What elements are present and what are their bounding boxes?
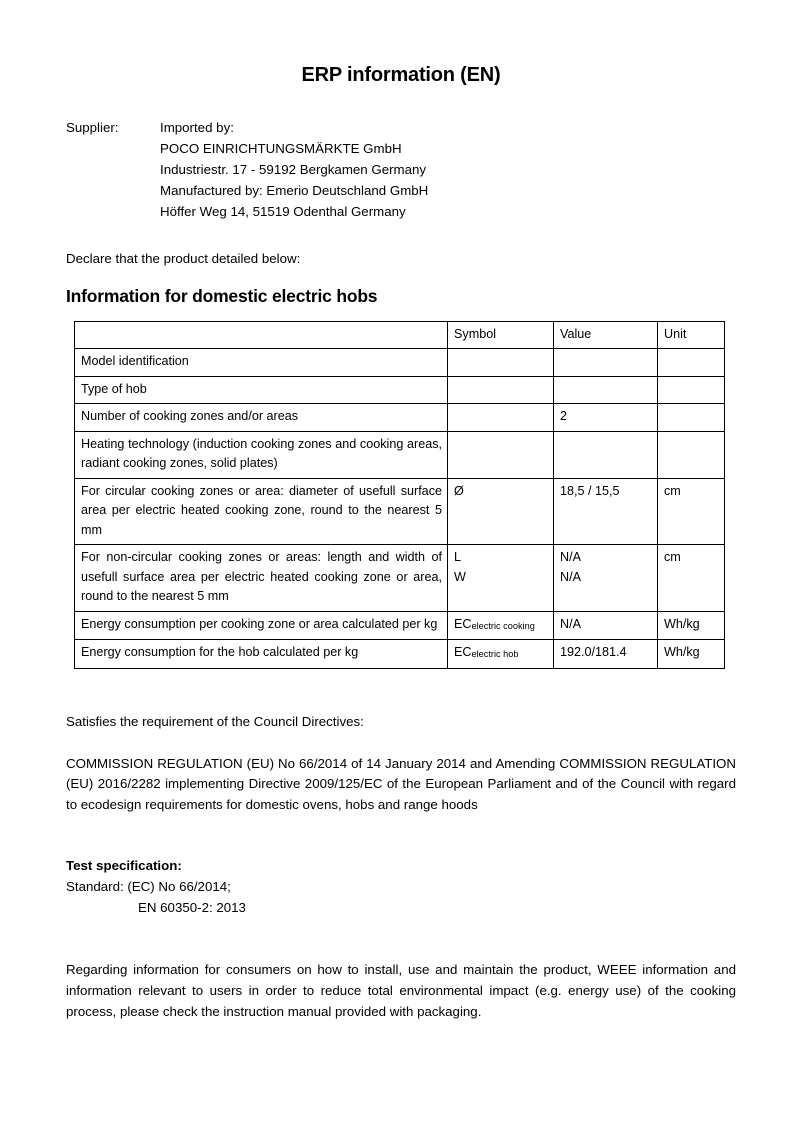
table-header-unit: Unit <box>658 321 725 349</box>
row-unit <box>658 376 725 404</box>
row-description: Type of hob <box>75 376 448 404</box>
erp-information-table <box>74 321 725 669</box>
symbol-ec-electric-cooking <box>454 617 535 631</box>
row-symbol <box>448 376 554 404</box>
row-symbol-width: W <box>454 569 466 584</box>
page-title: ERP information (EN) <box>301 64 501 86</box>
table-row <box>75 478 725 545</box>
row-value: 18,5 / 15,5 <box>554 478 658 545</box>
symbol-subscript: electric hob <box>471 649 519 660</box>
supplier-line: Imported by: <box>160 120 234 135</box>
row-value-length: N/A <box>560 550 581 565</box>
row-description: Number of cooking zones and/or areas <box>75 404 448 432</box>
standard-line: Standard: (EC) No 66/2014; <box>66 878 231 894</box>
row-value: N/A <box>554 611 658 640</box>
row-symbol <box>448 611 554 640</box>
supplier-block <box>66 117 736 222</box>
test-specification-block <box>66 856 736 918</box>
table-header-description <box>75 321 448 349</box>
commission-regulation-paragraph: COMMISSION REGULATION (EU) No 66/2014 of 14 January 2014 and Amending COMMISSION REGULATION (EU) 2016/2282 implementing Directive 2009/125/EC of the European Parliament and of the Council with regard to ecodesign requirements for domestic ovens, hobs and range hoods <box>66 755 736 813</box>
row-unit: cm <box>658 545 725 612</box>
row-description: Energy consumption for the hob calculated per kg <box>75 640 448 669</box>
row-value-width: N/A <box>560 569 581 584</box>
table-header-row <box>75 321 725 349</box>
row-symbol <box>448 349 554 377</box>
supplier-label: Supplier: <box>66 120 119 135</box>
table-row <box>75 431 725 478</box>
row-unit: Wh/kg <box>658 611 725 640</box>
declare-line: Declare that the product detailed below: <box>66 251 301 266</box>
row-description: Heating technology (induction cooking zones and cooking areas, radiant cooking zones, solid plates) <box>75 431 448 478</box>
row-unit: cm <box>658 478 725 545</box>
row-symbol <box>448 640 554 669</box>
regarding-information-paragraph: Regarding information for consumers on how to install, use and maintain the product, WEEE information and information relevant to users in order to reduce total environmental impact (e.g. energy use) of the cooking process, please check the instruction manual provided with packaging. <box>66 962 736 1020</box>
table-row <box>75 545 725 612</box>
symbol-base: EC <box>454 645 472 660</box>
supplier-line: POCO EINRICHTUNGSMÄRKTE GmbH <box>160 141 402 156</box>
table-row <box>75 640 725 669</box>
row-symbol-diameter: Ø <box>448 478 554 545</box>
row-value: 2 <box>554 404 658 432</box>
row-value <box>554 545 658 612</box>
standard-line-2-text: EN 60350-2: 2013 <box>138 899 246 915</box>
row-value <box>554 431 658 478</box>
row-symbol <box>448 431 554 478</box>
row-symbol-length: L <box>454 550 462 565</box>
table-row <box>75 376 725 404</box>
symbol-subscript: electric cooking <box>471 620 535 631</box>
table-row <box>75 611 725 640</box>
table-row <box>75 349 725 377</box>
row-unit: Wh/kg <box>658 640 725 669</box>
row-unit <box>658 431 725 478</box>
row-value: 192.0/181.4 <box>554 640 658 669</box>
row-description: For non-circular cooking zones or areas: length and width of usefull surface area per electric heated cooking zone or area, round to the nearest 5 mm <box>75 545 448 612</box>
table-row <box>75 404 725 432</box>
section-heading: Information for domestic electric hobs <box>66 286 378 306</box>
table-header-value: Value <box>554 321 658 349</box>
row-value <box>554 376 658 404</box>
symbol-ec-electric-hob <box>454 645 518 659</box>
row-value <box>554 349 658 377</box>
satisfies-line: Satisfies the requirement of the Council Directives: <box>66 713 364 729</box>
row-symbol <box>448 404 554 432</box>
row-unit <box>658 404 725 432</box>
standard-line-2 <box>66 898 736 919</box>
test-specification-heading: Test specification: <box>66 858 182 874</box>
supplier-line: Industriestr. 17 - 59192 Bergkamen Germany <box>160 162 427 177</box>
row-description: For circular cooking zones or area: diameter of usefull surface area per electric heated cooking zone, round to the nearest 5 mm <box>75 478 448 545</box>
row-description: Model identification <box>75 349 448 377</box>
row-symbol <box>448 545 554 612</box>
symbol-base: EC <box>454 616 472 631</box>
supplier-line: Manufactured by: Emerio Deutschland GmbH <box>160 183 429 198</box>
document-content <box>66 0 736 1023</box>
supplier-address <box>160 117 736 222</box>
row-unit <box>658 349 725 377</box>
row-description: Energy consumption per cooking zone or area calculated per kg <box>75 611 448 640</box>
table-header-symbol: Symbol <box>448 321 554 349</box>
supplier-line: Höffer Weg 14, 51519 Odenthal Germany <box>160 204 406 219</box>
